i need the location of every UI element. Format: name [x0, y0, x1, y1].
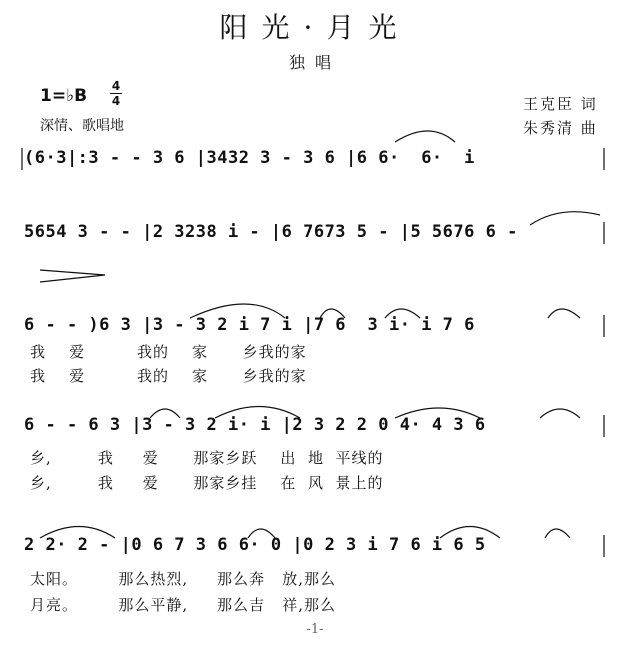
lyric-verse-2: 月亮。 那么平静, 那么吉 祥,那么	[30, 596, 337, 614]
lyricist-credit: 王克臣 词	[523, 95, 598, 113]
lyric-verse-1: 我 爱 我的 家 乡我的家	[30, 343, 307, 361]
song-title: 阳光·月光	[219, 11, 411, 44]
lyric-verse-2: 乡, 我 爱 那家乡挂 在 风 景上的	[30, 474, 384, 492]
key-signature: 1=♭B	[40, 86, 88, 106]
composer-credit: 朱秀清 曲	[523, 119, 598, 137]
notation-line: 2 2· 2 - |0 6 7 3 6 6· 0 |0 2 3 i 7 6 i 6 5	[24, 535, 486, 555]
time-signature-top: 4	[111, 79, 121, 93]
song-subtitle: 独唱	[288, 53, 341, 72]
notation-line: 6 - - )6 3 |3 - 3 2 i 7 i |7 6 3 i· i 7 6	[24, 315, 475, 335]
page-number: -1-	[306, 622, 324, 637]
lyric-verse-1: 乡, 我 爱 那家乡跃 出 地 平线的	[30, 449, 384, 467]
notation-line: 5654 3 - - |2 3238 i - |6 7673 5 - |5 5676 6 -	[24, 222, 518, 242]
notation-line: 6 - - 6 3 |3 - 3 2 i· i |2 3 2 2 0 4· 4 3 6	[24, 415, 486, 435]
lyric-verse-1: 太阳。 那么热烈, 那么奔 放,那么	[30, 570, 337, 588]
tempo-marking: 深情、歌唱地	[40, 118, 124, 134]
notation-line: (6·3|:3 - - 3 6 |3432 3 - 3 6 |6 6· 6· i	[24, 148, 475, 168]
time-signature-bottom: 4	[111, 94, 121, 108]
lyric-verse-2: 我 爱 我的 家 乡我的家	[30, 367, 307, 385]
